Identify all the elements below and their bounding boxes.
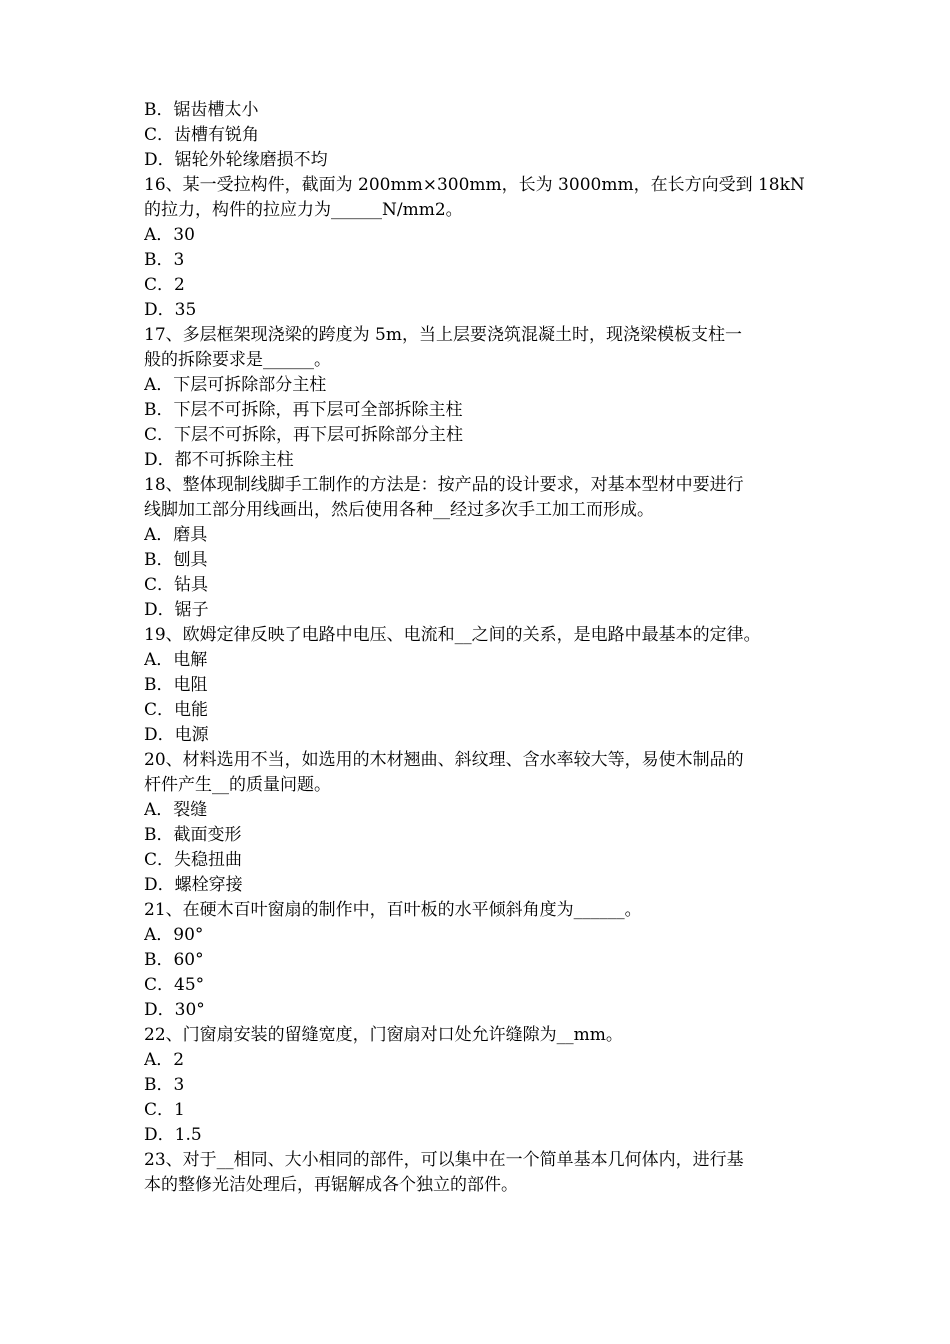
option-line: C．2 <box>144 275 185 295</box>
option-line: C．45° <box>144 975 205 995</box>
option-line: C．下层不可拆除，再下层可拆除部分主柱 <box>144 425 464 445</box>
option-line: B．60° <box>144 950 204 970</box>
option-line: B．电阻 <box>144 675 208 695</box>
option-line: D．35 <box>144 300 197 320</box>
option-line: A．裂缝 <box>144 800 208 820</box>
option-line: A．90° <box>144 925 204 945</box>
option-line: C．电能 <box>144 700 209 720</box>
question-18-line-2: 线脚加工部分用线画出，然后使用各种__经过多次手工加工而形成。 <box>144 500 654 520</box>
document-page <box>144 98 820 1198</box>
option-line: D．电源 <box>144 725 209 745</box>
question-22-line-1: 22、门窗扇安装的留缝宽度，门窗扇对口处允许缝隙为__mm。 <box>144 1025 623 1045</box>
option-line: B．3 <box>144 1075 185 1095</box>
option-line: D．都不可拆除主柱 <box>144 450 294 470</box>
option-line: D．锯子 <box>144 600 209 620</box>
question-19-line-1: 19、欧姆定律反映了电路中电压、电流和__之间的关系，是电路中最基本的定律。 <box>144 625 761 645</box>
option-line: C．失稳扭曲 <box>144 850 243 870</box>
question-21-line-1: 21、在硬木百叶窗扇的制作中，百叶板的水平倾斜角度为______。 <box>144 900 642 920</box>
option-line: B．锯齿槽太小 <box>144 100 259 120</box>
question-17-line-2: 般的拆除要求是______。 <box>144 350 331 370</box>
question-23-line-1: 23、对于__相同、大小相同的部件，可以集中在一个简单基本几何体内，进行基 <box>144 1150 744 1170</box>
option-line: A．2 <box>144 1050 185 1070</box>
option-line: C．齿槽有锐角 <box>144 125 260 145</box>
question-20-line-1: 20、材料选用不当，如选用的木材翘曲、斜纹理、含水率较大等，易使木制品的 <box>144 750 744 770</box>
option-line: C．钻具 <box>144 575 209 595</box>
option-line: D．锯轮外轮缘磨损不均 <box>144 150 328 170</box>
question-23-line-2: 本的整修光洁处理后，再锯解成各个独立的部件。 <box>144 1175 518 1195</box>
option-line: B．下层不可拆除，再下层可全部拆除主柱 <box>144 400 463 420</box>
option-line: A．电解 <box>144 650 208 670</box>
option-line: B．截面变形 <box>144 825 242 845</box>
option-line: A．磨具 <box>144 525 208 545</box>
question-18-line-1: 18、整体现制线脚手工制作的方法是：按产品的设计要求，对基本型材中要进行 <box>144 475 744 495</box>
option-line: D．30° <box>144 1000 205 1020</box>
option-line: D．1.5 <box>144 1125 202 1145</box>
question-20-line-2: 杆件产生__的质量问题。 <box>144 775 331 795</box>
question-16-line-2: 的拉力，构件的拉应力为______N/mm2。 <box>144 200 463 220</box>
option-line: A．下层可拆除部分主柱 <box>144 375 327 395</box>
option-line: D．螺栓穿接 <box>144 875 243 895</box>
question-16-line-1: 16、某一受拉构件，截面为 200mm×300mm，长为 3000mm，在长方向受到 18kN <box>144 175 805 195</box>
option-line: C．1 <box>144 1100 185 1120</box>
question-17-line-1: 17、多层框架现浇梁的跨度为 5m，当上层要浇筑混凝土时，现浇梁模板支柱一 <box>144 325 742 345</box>
option-line: B．刨具 <box>144 550 208 570</box>
option-line: A．30 <box>144 225 195 245</box>
option-line: B．3 <box>144 250 185 270</box>
